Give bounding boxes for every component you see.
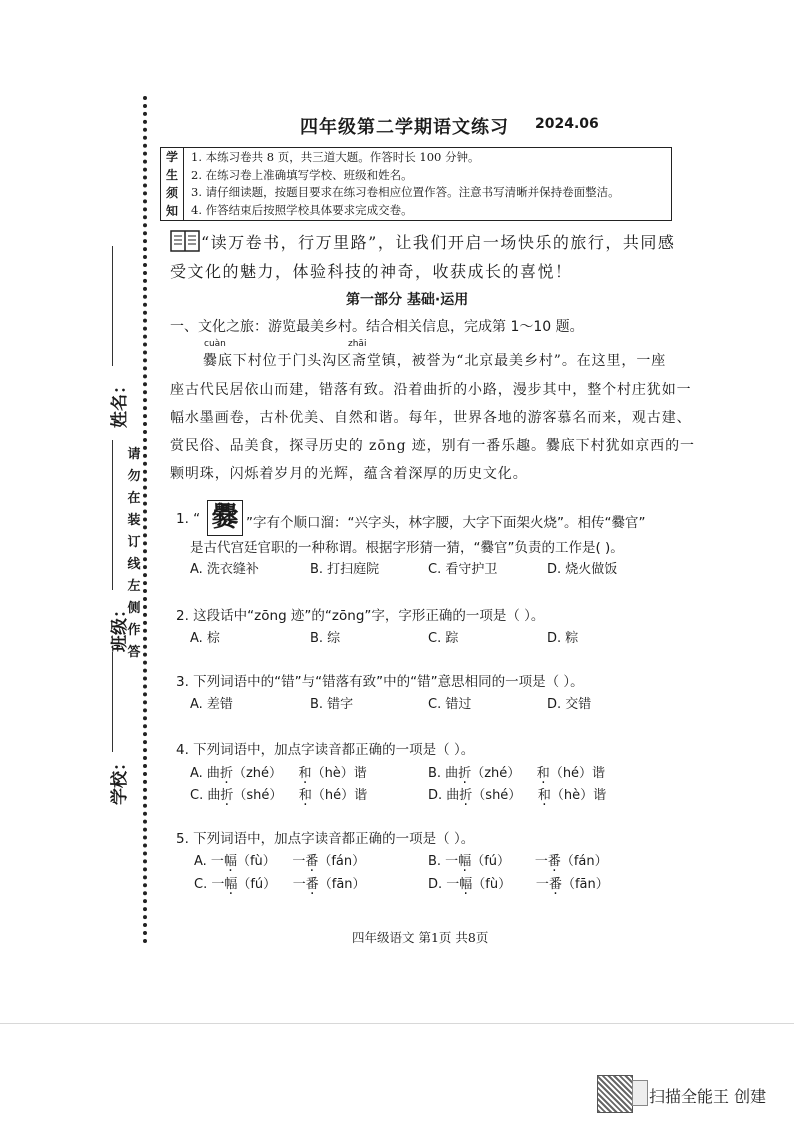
q4-option-b[interactable]	[428, 762, 605, 781]
intro-line-2: 受文化的魅力，体验科技的神奇，收获成长的喜悦！	[170, 262, 573, 281]
warning-char: 作	[127, 623, 141, 638]
warning-char: 侧	[127, 601, 141, 616]
binding-warning	[124, 444, 144, 664]
dotted-char: 折	[219, 766, 233, 781]
warning-char: 在	[127, 491, 141, 506]
pinyin-reading: （fān）	[318, 877, 366, 892]
notice-head-char: 须	[165, 186, 178, 200]
q2-text: 2. 这段话中“zōng 迹”的“zōng”字，字形正确的一项是（ ）。	[176, 608, 545, 624]
q3-option-d[interactable]: D. 交错	[547, 697, 592, 712]
notice-list	[191, 149, 620, 219]
q4-option-c[interactable]	[190, 784, 367, 803]
q1-option-a[interactable]: A. 洗衣缝补	[190, 562, 259, 577]
option-label: D. 曲	[428, 788, 460, 803]
option-label: C. 曲	[190, 788, 221, 803]
notice-item: 2. 在练习卷上准确填写学校、班级和姓名。	[191, 167, 413, 182]
q1-text-line1: ”字有个顺口溜：“兴字头，林字腰，大字下面架火烧”。相传“爨官”	[246, 515, 646, 531]
pinyin-reading: （hé）谐	[311, 788, 368, 803]
pinyin-cuan: cuàn	[204, 339, 226, 349]
notice-head-char: 学	[165, 150, 178, 164]
word-char: 一	[292, 877, 306, 892]
pinyin-reading: （fán）	[560, 854, 608, 869]
q5-option-c[interactable]	[194, 873, 366, 892]
option-label: C. 一	[194, 877, 225, 892]
q1-prefix: 1. “	[176, 511, 201, 527]
warning-char: 答	[127, 645, 141, 660]
pinyin-reading: （zhé）	[471, 766, 521, 781]
option-label: A. 曲	[190, 766, 220, 781]
dotted-char: 幅	[459, 877, 473, 892]
dotted-char: 番	[548, 877, 562, 892]
pinyin-reading: （zhé）	[232, 766, 283, 781]
class-label: 班级：	[110, 601, 130, 652]
notice-item: 1. 本练习卷共 8 页，共三道大题。作答时长 100 分钟。	[191, 150, 480, 164]
passage-line: 幅水墨画卷，古朴优美、自然和谐。每年，世界各地的游客慕名而来，观古建、	[170, 410, 692, 426]
q1-text-line2: 是古代宫廷官职的一种称谓。根据字形猜一猜，“爨官”负责的工作是( )。	[190, 540, 624, 556]
pinyin-reading: （fù）	[236, 854, 276, 869]
dotted-char: 和	[536, 766, 550, 781]
warning-char: 订	[127, 535, 141, 550]
pinyin-reading: （fú）	[237, 877, 277, 892]
option-label: A. 一	[194, 854, 224, 869]
warning-char: 左	[127, 579, 141, 594]
dotted-char: 折	[459, 788, 473, 803]
q5-option-d[interactable]	[428, 873, 609, 892]
dotted-char: 幅	[223, 854, 237, 869]
q5-text: 5. 下列词语中，加点字读音都正确的一项是（ ）。	[176, 831, 475, 847]
pinyin-reading: （hè）谐	[311, 766, 367, 781]
exam-date: 2024.06	[535, 116, 599, 132]
word-char: 一	[534, 854, 548, 869]
option-label: B. 曲	[428, 766, 459, 781]
dotted-char: 折	[220, 788, 234, 803]
option-label: B. 一	[428, 854, 459, 869]
dotted-char: 和	[298, 766, 312, 781]
q3-option-b[interactable]: B. 错字	[310, 697, 354, 712]
passage-line: 赏民俗、品美食，探寻历史的 zōng 迹，别有一番乐趣。爨底下村犹如京西的一	[170, 438, 695, 454]
warning-char: 线	[127, 557, 141, 572]
pinyin-reading: （hé）谐	[549, 766, 606, 781]
notice-head-char: 知	[165, 204, 178, 218]
page-footer: 四年级语文 第1页 共8页	[352, 930, 489, 945]
passage-line: 座古代民居依山而建，错落有致。沿着曲折的小路，漫步其中，整个村庄犹如一	[170, 382, 692, 398]
warning-char: 请	[127, 447, 141, 462]
name-label: 姓名：	[110, 377, 130, 428]
q5-option-b[interactable]	[428, 850, 608, 869]
pinyin-reading: （fán）	[318, 854, 366, 869]
q2-option-b[interactable]: B. 综	[310, 631, 341, 646]
q1-boxed-character: 爨	[207, 500, 243, 536]
pinyin-reading: （shé）	[233, 788, 283, 803]
word-char: 一	[535, 877, 549, 892]
scanner-logo-icon	[632, 1080, 648, 1106]
pinyin-reading: （fù）	[472, 877, 512, 892]
notice-item: 4. 作答结束后按照学校具体要求完成交卷。	[191, 202, 413, 217]
warning-char: 装	[127, 513, 141, 528]
notice-heading	[161, 148, 184, 220]
section-one-heading: 一、文化之旅：游览最美乡村。结合相关信息，完成第 1～10 题。	[170, 319, 584, 335]
scanner-watermark-text: 扫描全能王 创建	[649, 1087, 767, 1106]
passage-line: 颗明珠，闪烁着岁月的光辉，蕴含着深厚的历史文化。	[170, 466, 528, 482]
dotted-char: 折	[458, 766, 472, 781]
qr-code-icon	[597, 1075, 633, 1113]
student-notice-box	[160, 147, 672, 221]
dotted-char: 和	[298, 788, 312, 803]
dotted-char: 番	[547, 854, 561, 869]
q1-option-c[interactable]: C. 看守护卫	[428, 562, 498, 577]
pinyin-zhai: zhāi	[348, 339, 367, 349]
q4-text: 4. 下列词语中，加点字读音都正确的一项是（ ）。	[176, 742, 475, 758]
q4-option-a[interactable]	[190, 762, 367, 781]
q3-option-c[interactable]: C. 错过	[428, 697, 472, 712]
notice-item: 3. 请仔细读题，按题目要求在练习卷相应位置作答。注意书写清晰并保持卷面整洁。	[191, 185, 620, 199]
notice-head-char: 生	[165, 168, 178, 182]
q5-option-a[interactable]	[194, 850, 365, 869]
pinyin-reading: （fān）	[561, 877, 609, 892]
q2-option-a[interactable]: A. 棕	[190, 631, 220, 646]
part-one-title: 第一部分 基础·运用	[346, 292, 469, 308]
dotted-char: 番	[305, 854, 319, 869]
dotted-char: 幅	[224, 877, 238, 892]
warning-char: 勿	[127, 469, 141, 484]
pinyin-reading: （hè）谐	[550, 788, 607, 803]
dotted-char: 番	[305, 877, 319, 892]
q3-option-a[interactable]: A. 差错	[190, 697, 233, 712]
dotted-char: 和	[537, 788, 551, 803]
book-icon	[170, 229, 200, 253]
q3-text: 3. 下列词语中的“错”与“错落有致”中的“错”意思相同的一项是（ ）。	[176, 674, 584, 690]
q1-option-d[interactable]: D. 烧火做饭	[547, 562, 618, 577]
page-separator	[0, 1023, 794, 1024]
dotted-char: 幅	[458, 854, 472, 869]
q2-option-c[interactable]: C. 踪	[428, 631, 459, 646]
passage-line: 爨底下村位于门头沟区斋堂镇，被誉为“北京最美乡村”。在这里，一座	[203, 353, 667, 369]
q2-option-d[interactable]: D. 粽	[547, 631, 579, 646]
pinyin-reading: （shé）	[472, 788, 522, 803]
name-underline	[112, 246, 113, 366]
word-char: 一	[292, 854, 306, 869]
pinyin-reading: （fú）	[471, 854, 511, 869]
q4-option-d[interactable]	[428, 784, 606, 803]
option-label: D. 一	[428, 877, 460, 892]
q1-option-b[interactable]: B. 打扫庭院	[310, 562, 380, 577]
school-label: 学校：	[110, 754, 130, 805]
intro-line-1: “读万卷书，行万里路”，让我们开启一场快乐的旅行，共同感	[201, 233, 676, 252]
page-title: 四年级第二学期语文练习	[300, 117, 509, 138]
school-underline	[112, 652, 113, 752]
class-underline	[112, 440, 113, 590]
